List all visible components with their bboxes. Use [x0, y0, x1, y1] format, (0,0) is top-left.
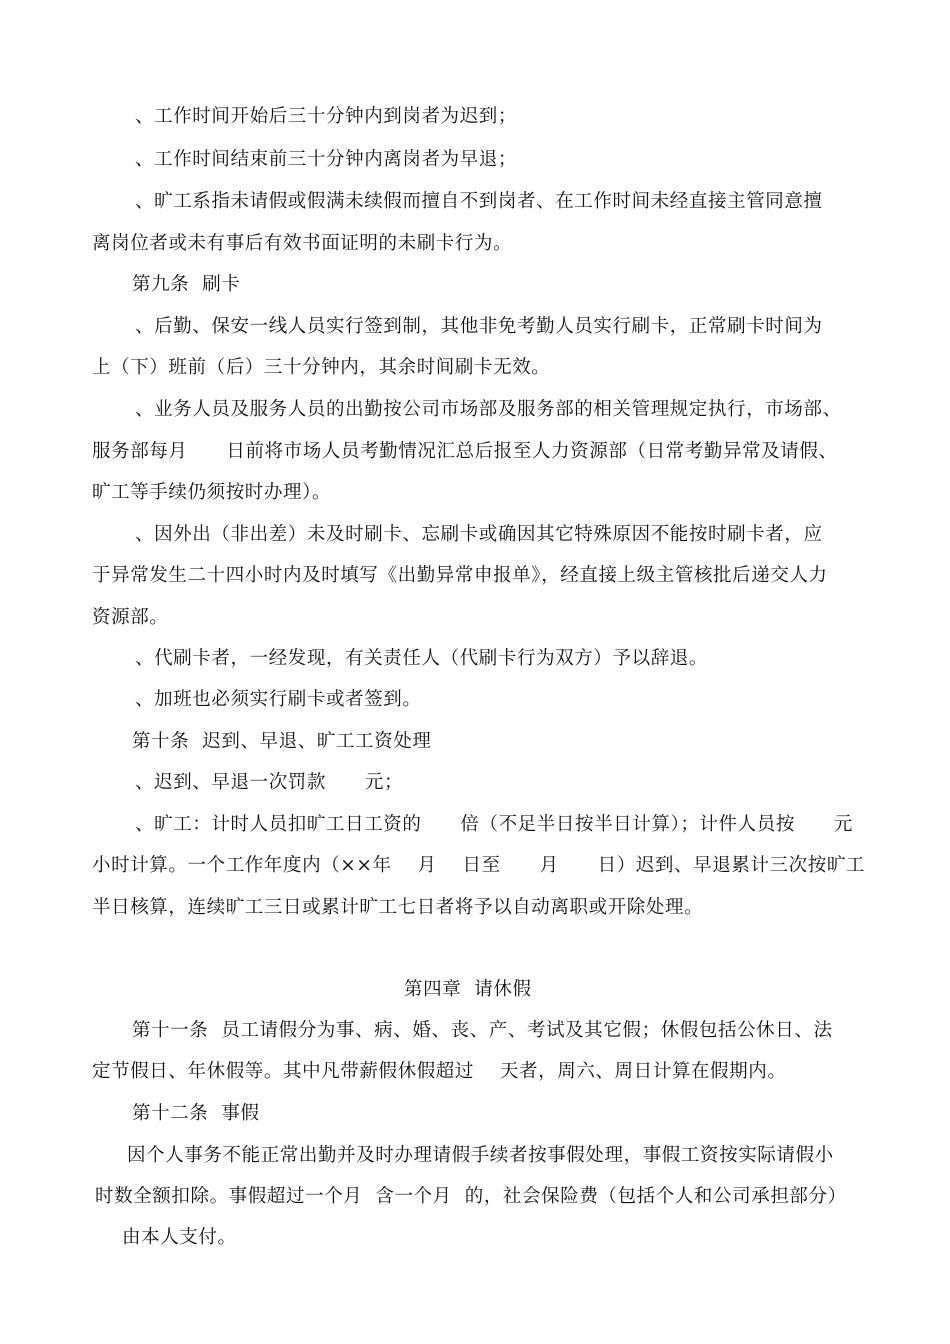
clause-absence-pay-line2: 小时计算。一个工作年度内（××年 月 日至 月 日）迟到、早退累计三次按旷工 — [92, 855, 866, 876]
article-9-heading: 第九条 刷卡 — [132, 274, 241, 295]
article-12-line2: 时数全额扣除。事假超过一个月 含一个月 的，社会保险费（包括个人和公司承担部分） — [95, 1186, 847, 1207]
clause-missed-swipe-line2: 于异常发生二十四小时内及时填写《出勤异常申报单》，经直接上级主管核批后递交人力 — [92, 565, 828, 586]
chapter-4-title: 第四章 请休假 — [404, 979, 532, 1000]
clause-missed-swipe-line1: 、因外出（非出差）未及时刷卡、忘刷卡或确因其它特殊原因不能按时刷卡者，应 — [135, 524, 823, 545]
clause-sales-service-line1: 、业务人员及服务人员的出勤按公司市场部及服务部的相关管理规定执行，市场部、 — [135, 399, 842, 420]
clause-missed-swipe-line3: 资源部。 — [92, 607, 169, 628]
clause-absenteeism-line2: 离岗位者或未有事后有效书面证明的未刷卡行为。 — [92, 233, 513, 254]
clause-absenteeism-line1: 、旷工系指未请假或假满未续假而擅自不到岗者、在工作时间未经直接主管同意擅 — [135, 191, 823, 212]
clause-card-swipe-line2: 上（下）班前（后）三十分钟内，其余时间刷卡无效。 — [92, 357, 551, 378]
article-11-line1: 第十一条 员工请假分为事、病、婚、丧、产、考试及其它假；休假包括公休日、法 — [132, 1020, 833, 1041]
clause-absence-pay-line1: 、旷工：计时人员扣旷工日工资的 倍（不足半日按半日计算）；计件人员按 元 — [135, 814, 853, 835]
clause-absence-pay-line3: 半日核算，连续旷工三日或累计旷工七日者将予以自动离职或开除处理。 — [92, 897, 704, 918]
clause-sales-service-line2: 服务部每月 日前将市场人员考勤情况汇总后报至人力资源部（日常考勤异常及请假、 — [92, 441, 838, 462]
article-12-line3: 由本人支付。 — [122, 1227, 237, 1248]
clause-early-leave: 、工作时间结束前三十分钟内离岗者为早退； — [135, 149, 518, 170]
clause-sales-service-line3: 旷工等手续仍须按时办理）。 — [92, 482, 332, 503]
clause-late-penalty: 、迟到、早退一次罚款 元； — [135, 772, 404, 793]
article-12-heading: 第十二条 事假 — [132, 1103, 260, 1124]
clause-overtime-swipe: 、加班也必须实行刷卡或者签到。 — [135, 689, 422, 710]
article-12-line1: 因个人事务不能正常出勤并及时办理请假手续者按事假处理，事假工资按实际请假小 — [127, 1145, 834, 1166]
clause-late-arrival: 、工作时间开始后三十分钟内到岗者为迟到； — [135, 106, 518, 127]
clause-proxy-swipe: 、代刷卡者，一经发现，有关责任人（代刷卡行为双方）予以辞退。 — [135, 648, 709, 669]
clause-card-swipe-line1: 、后勤、保安一线人员实行签到制，其他非免考勤人员实行刷卡，正常刷卡时间为 — [135, 316, 823, 337]
article-11-line2: 定节假日、年休假等。其中凡带薪假休假超过 天者，周六、周日计算在假期内。 — [92, 1061, 787, 1082]
article-10-heading: 第十条 迟到、早退、旷工工资处理 — [132, 731, 432, 752]
